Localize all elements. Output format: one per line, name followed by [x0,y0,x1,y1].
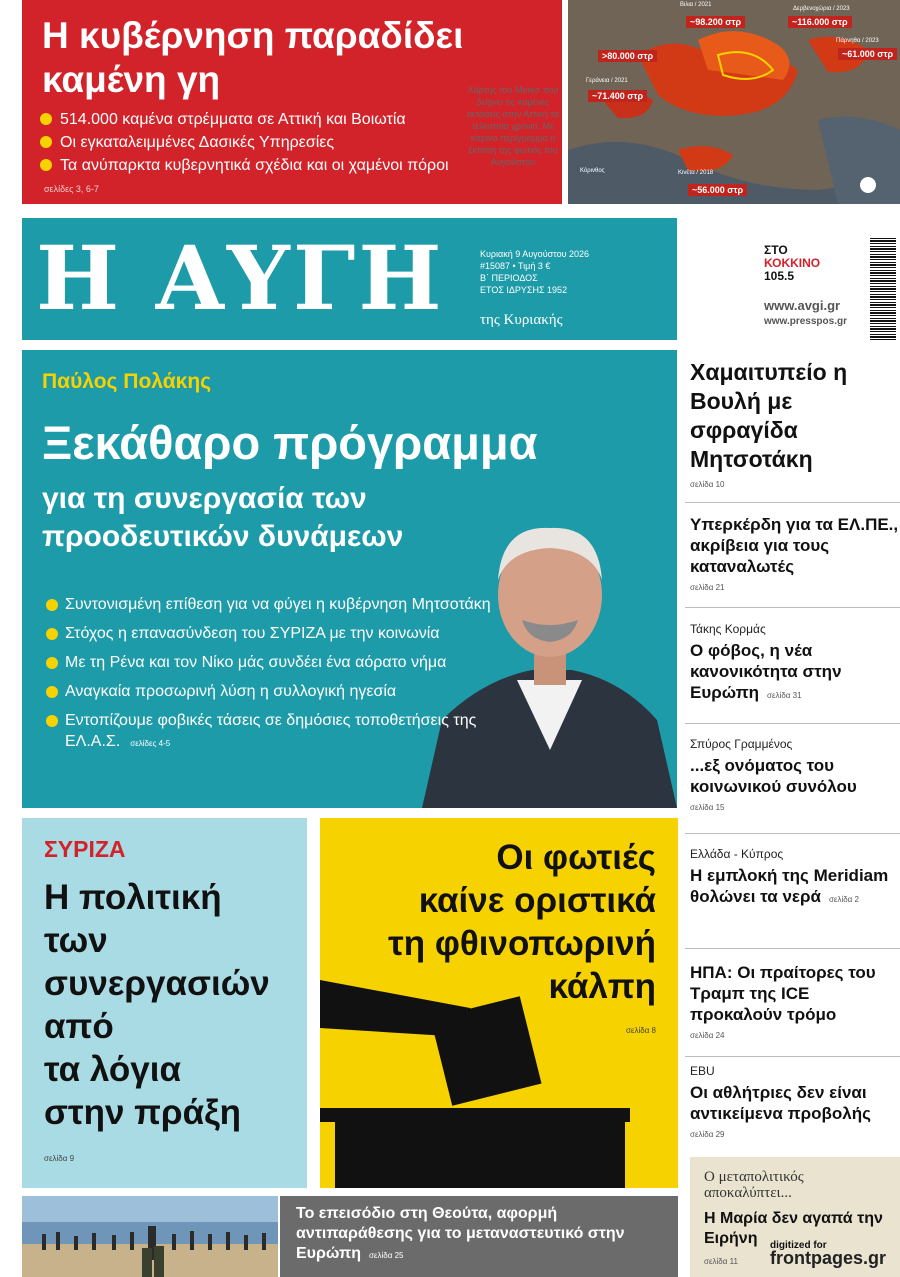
right-story[interactable] [690,514,900,592]
newspaper-logo[interactable]: Η ΑΥΓΗ [36,226,445,330]
top-bullet: 514.000 καμένα στρέμματα σε Αττική και Βοιωτία [40,108,550,131]
fire-map-graphic [568,0,900,204]
main-story-title: Ξεκάθαρο πρόγραμμα [42,416,538,469]
right-story-headline: Υπερκέρδη για τα ΕΛ.ΠΕ., ακρίβεια για τους καταναλωτές [690,515,899,576]
map-area-label: ~71.400 στρ [588,90,647,102]
main-bullet: Στόχος η επανασύνδεση του ΣΥΡΙΖΑ με την κοινωνία [46,623,506,644]
right-story-headline: Οι αθλήτριες δεν είναι αντικείμενα προβολής [690,1083,871,1123]
map-area-label: ~61.000 στρ [838,48,897,60]
right-story-page: σελίδα 21 [690,583,725,592]
map-place: Γεράνεια / 2021 [586,78,628,84]
fires-title [326,836,656,1008]
title-line: καίνε οριστικά [418,881,656,920]
map-area-label: ~98.200 στρ [686,16,745,28]
top-banner-title: Η κυβέρνηση παραδίδει καμένη γη [42,15,464,100]
issue-founded: ΕΤΟΣ ΙΔΡΥΣΗΣ 1952 [480,285,568,295]
title-line: στην πράξη [44,1093,242,1132]
title-line: κάλπη [548,967,656,1006]
ad-headline: Η Μαρία δεν αγαπά την Ειρήνη [704,1210,883,1247]
right-story-kicker: Σπύρος Γραμμένος [690,737,793,751]
right-story-page: σελίδα 24 [690,1031,725,1040]
right-story-page: σελίδα 2 [828,895,859,904]
watermark-line: digitized for [770,1240,827,1251]
divider [685,833,900,834]
main-story-pages: σελίδες 4-5 [130,739,171,748]
main-bullet: Συντονισμένη επίθεση για να φύγει η κυβέρνηση Μητσοτάκη [46,594,506,615]
main-story[interactable] [22,350,677,808]
issue-info [480,248,589,296]
right-story-page: σελίδα 15 [690,803,725,812]
divider [685,502,900,503]
map-caption: Χάρτης του Meteo που δείχνει τις καμένες εκτάσεις στην Αττική τα τελευταία χρόνια. Με κίτρινο περίγραμμα η έκταση της φωτιάς του Αυγούστου [467,85,559,167]
right-story-kicker: Ελλάδα - Κύπρος [690,847,784,861]
fires-page: σελίδα 8 [625,1026,656,1035]
syriza-story[interactable] [22,818,307,1188]
headline-text: Το επεισόδιο στη Θεούτα, αφορμή αντιπαράθεσης για το μεταναστευτικό στην Ευρώπη [296,1205,625,1262]
masthead[interactable] [22,218,677,340]
main-bullet: Αναγκαία προσωρινή λύση η συλλογική ηγεσία [46,681,506,702]
beach-photo [22,1196,278,1277]
title-line: Η πολιτική [44,878,222,917]
syriza-kicker: ΣΥΡΙΖΑ [44,836,126,862]
right-story-kicker: Τάκης Κορμάς [690,622,766,636]
bottom-story-page: σελίδα 25 [368,1251,404,1260]
right-story-headline [690,640,900,706]
divider [685,607,900,608]
map-place: Κινέτα / 2018 [678,170,714,176]
title-line: Οι φωτιές [496,838,656,877]
title-line: από [44,1007,114,1046]
watermark [770,1240,887,1268]
divider [685,723,900,724]
sunday-edition: της Κυριακής [480,312,563,328]
right-story-page: σελίδα 29 [690,1130,725,1139]
issue-date: Κυριακή 9 Αυγούστου 2026 [480,249,590,259]
map-area-label: >80.000 στρ [598,50,657,62]
issue-period: Β΄ ΠΕΡΙΟΔΟΣ [480,273,538,283]
right-story[interactable] [690,358,900,489]
right-story[interactable] [690,962,900,1040]
right-story[interactable] [690,847,900,910]
syriza-page: σελίδα 9 [44,1154,75,1163]
main-bullet-text: Εντοπίζουμε φοβικές τάσεις σε δημόσιες τοποθετήσεις της ΕΛ.Α.Σ. [65,712,477,750]
syriza-title [44,876,270,1134]
top-bullet: Τα ανύπαρκτα κυβερνητικά σχέδια και οι χαμένοι πόροι [40,154,550,177]
headline-text: Ο φόβος, η νέα κανονικότητα στην Ευρώπη [690,641,842,702]
website-link[interactable]: www.avgi.gr [764,298,841,313]
divider [685,1056,900,1057]
bottom-story[interactable] [280,1196,678,1277]
map-place: Δερβενοχώρια / 2023 [793,6,850,12]
right-story-page: σελίδα 31 [767,691,802,700]
fires-story[interactable] [320,818,678,1188]
map-area-label: ~116.000 στρ [788,16,852,28]
barcode [870,238,896,340]
bottom-story-headline [296,1204,666,1266]
divider [685,948,900,949]
right-story-headline: ΗΠΑ: Οι πραίτορες του Τραμπ της ICE προκαλούν τρόμο [690,963,876,1024]
radio-logo[interactable] [764,244,820,283]
ad-kicker: Ο μεταπολιτικός αποκαλύπτει... [704,1169,804,1201]
issue-number: #15087 • Τιμή 3 € [480,261,551,271]
right-story[interactable] [690,622,900,706]
right-story[interactable] [690,1064,900,1139]
headline-text: Η εμπλοκή της Meridiam θολώνει τα νερά [690,866,889,906]
right-story-headline: Χαμαιτυπείο η Βουλή με σφραγίδα Μητσοτάκη [690,359,848,472]
map-place: Πάρνηθα / 2023 [836,38,879,44]
title-line: τα λόγια [44,1050,182,1089]
map-place: Βιλια / 2021 [680,2,712,8]
radio-line: ΚΟΚΚΙΝΟ [764,256,821,270]
map-place: Κόρινθος [580,168,605,174]
fire-map [568,0,900,204]
title-line: τη φθινοπωρινή [388,924,656,963]
right-story-headline: ...εξ ονόματος του κοινωνικού συνόλου [690,756,857,796]
main-story-subtitle [42,480,403,556]
ad-page: σελίδα 11 [704,1257,738,1266]
right-story-page: σελίδα 10 [690,480,725,489]
main-bullet: Με τη Ρένα και τον Νίκο μάς συνδέει ένα αόρατο νήμα [46,652,506,673]
right-story-kicker: EBU [690,1064,715,1078]
right-story[interactable] [690,737,900,812]
radio-line: 105.5 [764,269,795,283]
top-banner-pages: σελίδες 3, 6-7 [44,184,99,194]
radio-line: ΣΤΟ [764,243,788,257]
main-bullet [46,710,506,754]
website-link[interactable]: www.presspos.gr [764,316,847,327]
main-story-bullets [46,594,506,762]
title-line: των [44,921,108,960]
map-area-label: ~56.000 στρ [688,184,747,196]
right-story-headline [690,865,900,910]
top-bullet: Οι εγκαταλειμμένες Δασικές Υπηρεσίες [40,131,550,154]
title-line: συνεργασιών [44,964,270,1003]
subtitle-line: για τη συνεργασία των [42,482,367,515]
beach-photo-graphic [22,1196,278,1277]
subtitle-line: προοδευτικών δυνάμεων [42,520,404,553]
watermark-line: frontpages.gr [770,1248,887,1268]
main-story-kicker: Παύλος Πολάκης [42,370,212,393]
